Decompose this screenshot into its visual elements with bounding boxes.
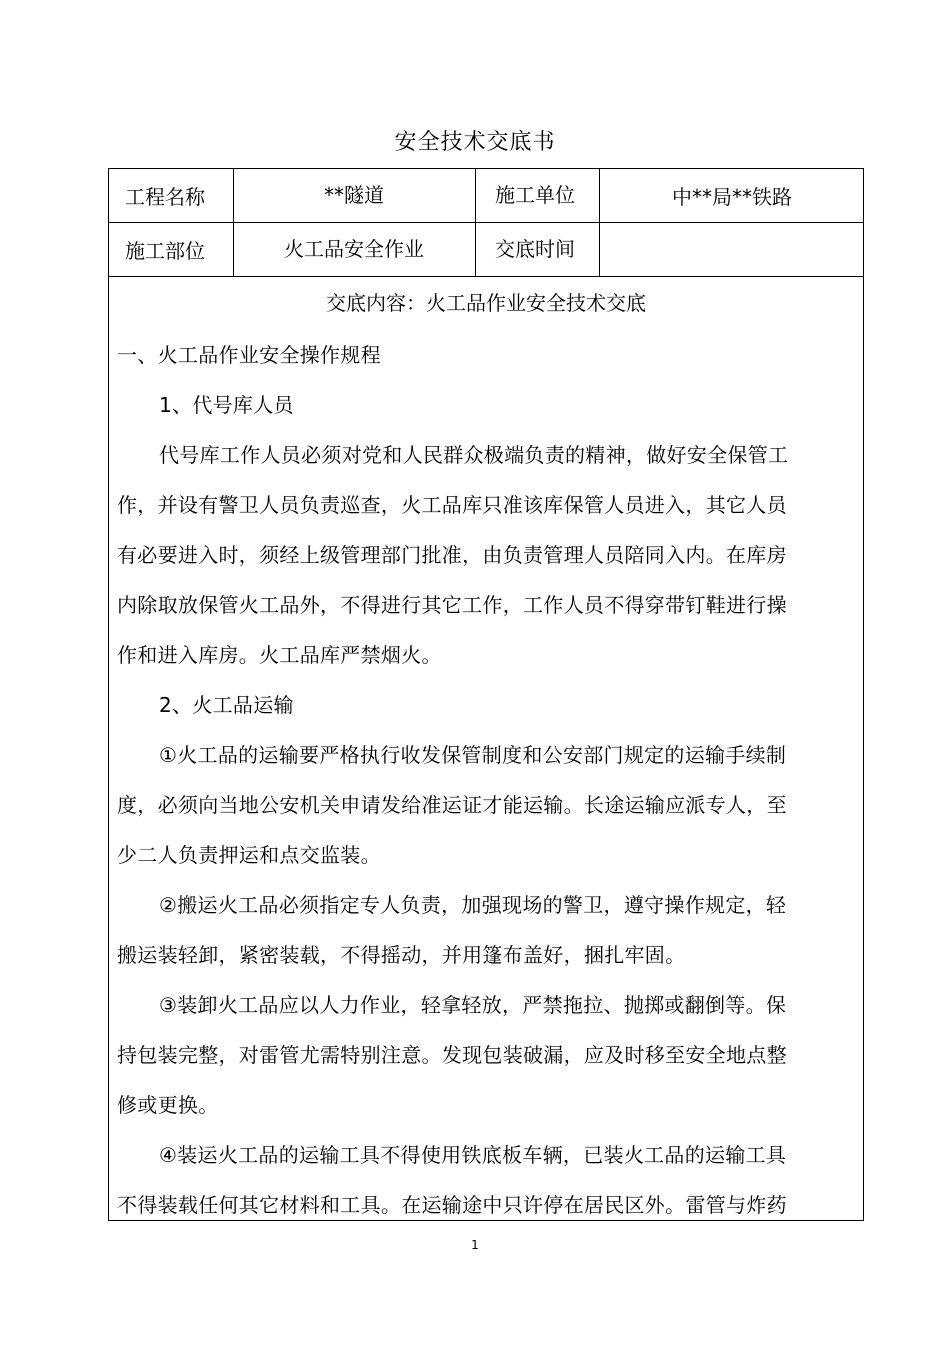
- text-line: 代号库工作人员必须对党和人民群众极端负责的精神，做好安全保管工: [159, 443, 789, 467]
- row-divider: [109, 222, 863, 223]
- construction-part-value: 火工品安全作业: [284, 237, 424, 261]
- document-title: 安全技术交底书: [394, 130, 556, 155]
- row-divider: [109, 276, 863, 277]
- text-line: 作，并设有警卫人员负责巡查，火工品库只准该库保管人员进入，其它人员: [117, 493, 787, 517]
- text-line: ②搬运火工品必须指定专人负责，加强现场的警卫，遵守操作规定，轻: [159, 893, 787, 917]
- section-heading: 一、火工品作业安全操作规程: [117, 343, 381, 367]
- subsection-heading: 2、火工品运输: [159, 693, 294, 717]
- text-line: 修或更换。: [117, 1093, 219, 1117]
- construction-unit-value: 中**局**铁路: [672, 185, 792, 209]
- text-line: 持包装完整，对雷管尤需特别注意。发现包装破漏，应及时移至安全地点整: [117, 1043, 787, 1067]
- column-divider: [475, 169, 476, 276]
- subsection-heading: 1、代号库人员: [159, 393, 294, 417]
- text-line: ④装运火工品的运输工具不得使用铁底板车辆，已装火工品的运输工具: [159, 1143, 787, 1167]
- page-number: 1: [471, 1238, 479, 1252]
- content-heading: 交底内容：火工品作业安全技术交底: [326, 291, 646, 315]
- text-line: 有必要进入时，须经上级管理部门批准，由负责管理人员陪同入内。在库房: [117, 543, 787, 567]
- text-line: 不得装载任何其它材料和工具。在运输途中只许停在居民区外。雷管与炸药: [117, 1193, 787, 1217]
- text-line: 搬运装轻卸，紧密装载，不得摇动，并用篷布盖好，捆扎牢固。: [117, 943, 686, 967]
- disclosure-table: [108, 168, 864, 1221]
- text-line: 作和进入库房。火工品库严禁烟火。: [117, 643, 442, 667]
- construction-part-label: 施工部位: [125, 239, 205, 263]
- construction-unit-label: 施工单位: [495, 183, 575, 207]
- text-line: 度，必须向当地公安机关申请发给准运证才能运输。长途运输应派专人，至: [117, 793, 787, 817]
- project-name-value: **隧道: [324, 183, 384, 207]
- disclosure-time-label: 交底时间: [495, 237, 575, 261]
- text-line: 少二人负责押运和点交监装。: [117, 843, 381, 867]
- project-name-label: 工程名称: [125, 185, 205, 209]
- text-line: ①火工品的运输要严格执行收发保管制度和公安部门规定的运输手续制: [159, 743, 787, 767]
- text-line: ③装卸火工品应以人力作业，轻拿轻放，严禁拖拉、抛掷或翻倒等。保: [159, 993, 787, 1017]
- text-line: 内除取放保管火工品外，不得进行其它工作，工作人员不得穿带钉鞋进行操: [117, 593, 787, 617]
